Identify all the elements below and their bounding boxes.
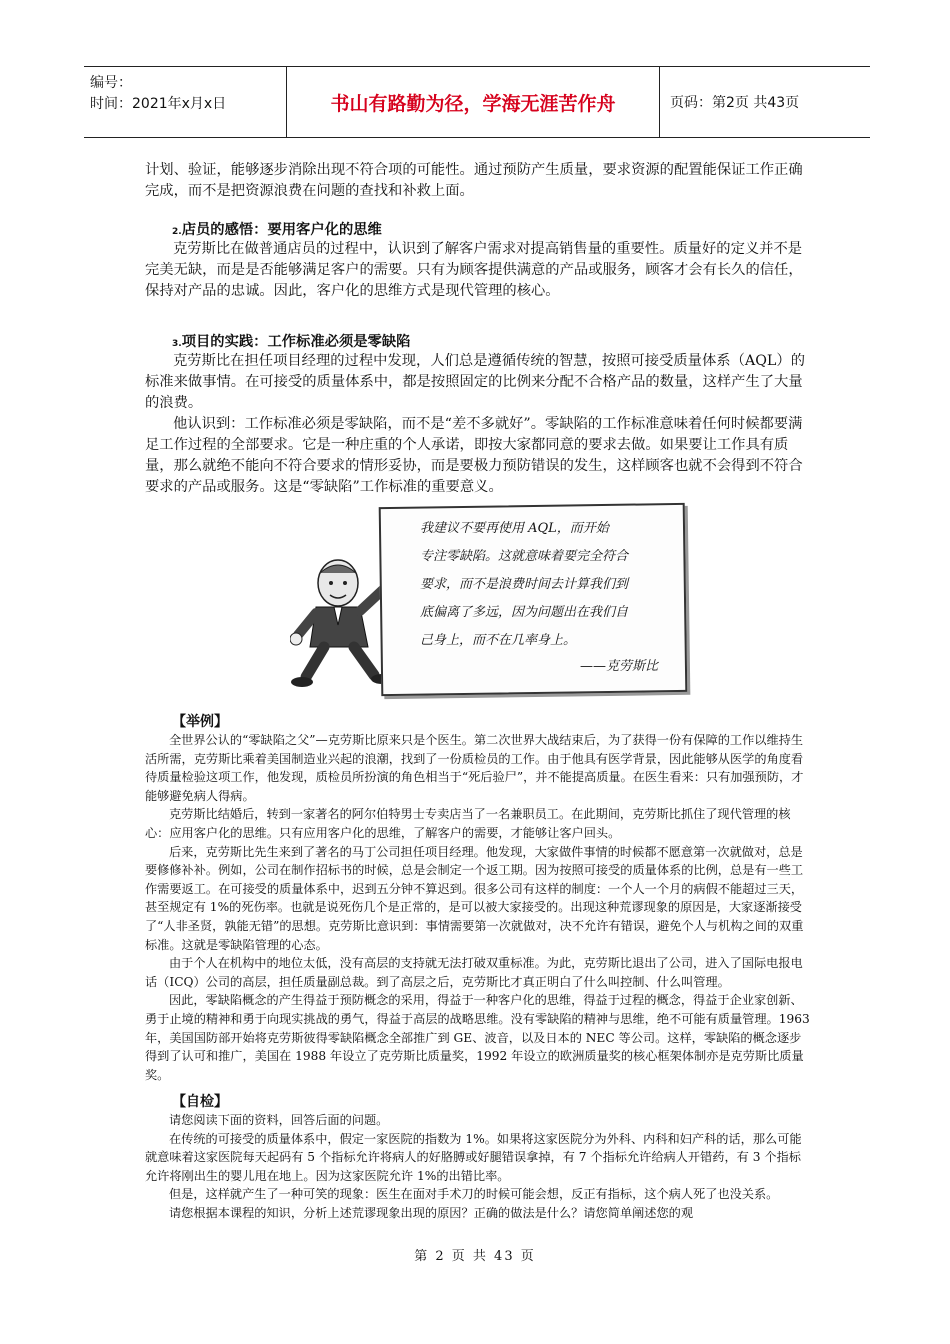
selfcheck-label: 【自检】 — [172, 1094, 228, 1110]
section-2-paragraph: 克劳斯比在做普通店员的过程中，认识到了解客户需求对提高销售量的重要性。质量好的定义并不是完美无缺，而是是否能够满足客户的需要。只有为顾客提供满意的产品或服务，顾客才会有长久的信任，保持对产品的忠诚。因此，客户化的思维方式是现代管理的核心。 — [145, 241, 803, 299]
number-label: 编号： — [90, 75, 132, 91]
intro-paragraph: 计划、验证，能够逐步消除出现不符合项的可能性。通过预防产生质量，要求资源的配置能保证工作正确完成，而不是把资源浪费在问题的查找和补救上面。 — [145, 162, 803, 199]
page-footer: 第 2 页 共 43 页 — [414, 1249, 536, 1264]
selfcheck-paragraph: 在传统的可接受的质量体系中，假定一家医院的指数为 1%。如果将这家医院分为外科、内科和妇产科的话，那么可能就意味着这家医院每天起码有 5 个指标允许将病人的好胳膊或好腿错误拿掉，有 7 个指标允许给病人开错药，有 3 个指标允许将刚出生的婴儿甩在地上。因为这家医院允许 1%的出错比率。 — [145, 1131, 802, 1183]
section-3-paragraph-2: 他认识到：工作标准必须是零缺陷，而不是“差不多就好”。零缺陷的工作标准意味着任何时候都要满足工作过程的全部要求。它是一种庄重的个人承诺，即按大家都同意的要求去做。如果要让工作具有质量，那么就绝不能向不符合要求的情形妥协，而是要极力预防错误的发生，这样顾客也就不会得到不符合要求的产品或服务。这是“零缺陷”工作标准的重要意义。 — [145, 416, 803, 495]
example-paragraph: 克劳斯比结婚后，转到一家著名的阿尔伯特男士专卖店当了一名兼职员工。在此期间，克劳斯比抓住了现代管理的核心：应用客户化的思维。只有应用客户化的思维，了解客户的需要，才能够让客户回头。 — [145, 807, 791, 840]
quote-line: 我建议不要再使用 AQL，而开始 — [420, 521, 609, 536]
date-label: 时间：2021年x月x日 — [90, 96, 227, 112]
quote-line: 要求，而不是浪费时间去计算我们到 — [420, 577, 629, 592]
selfcheck-paragraph: 请您阅读下面的资料，回答后面的问题。 — [169, 1113, 389, 1127]
example-paragraph: 因此，零缺陷概念的产生得益于预防概念的采用，得益于一种客户化的思维，得益于过程的概念，得益于企业家创新、勇于止境的精神和勇于向现实挑战的勇气，得益于高层的战略思维。没有零缺陷的精神与思维，绝不可能有质量管理。1963年，美国国防部开始将克劳斯彼得零缺陷概念全部推广到 GE、波音，以及日本的 NEC 等公司。这样，零缺陷的概念逐步得到了认可和推广，美国在 1988 年设立了克劳斯比质量奖，1992 年设立的欧洲质量奖的核心框架体制亦是克劳斯比质量奖。 — [145, 993, 810, 1082]
quote-text — [420, 515, 670, 655]
quote-line: 己身上，而不在几率身上。 — [420, 633, 577, 648]
selfcheck-body — [145, 1111, 813, 1223]
header-meta — [84, 67, 286, 137]
section-3-title: 项目的实践：工作标准必须是零缺陷 — [181, 334, 411, 350]
quote-signature: ——克劳斯比 — [580, 659, 659, 674]
section-3-heading — [172, 331, 410, 351]
example-body — [145, 731, 813, 1084]
section-2-title: 店员的感悟：要用客户化的思维 — [181, 222, 382, 238]
section-3-paragraph-1: 克劳斯比在担任项目经理的过程中发现，人们总是遵循传统的智慧，按照可接受质量体系（AQL）的标准来做事情。在可接受的质量体系中，都是按照固定的比例来分配不合格产品的数量，这样产生了大量的浪费。 — [145, 353, 806, 411]
example-paragraph: 由于个人在机构中的地位太低，没有高层的支持就无法打破双重标准。为此，克劳斯比退出了公司，进入了国际电报电话（ICQ）公司的高层，担任质量副总裁。到了高层之后，克劳斯比才真正明白了什么叫控制、什么叫管理。 — [145, 956, 803, 989]
header-motto: 书山有路勤为径，学海无涯苦作舟 — [286, 67, 660, 137]
quote-line: 底偏离了多远，因为问题出在我们自 — [420, 605, 629, 620]
header-page-info: 页码：第2页 共43页 — [670, 95, 800, 111]
selfcheck-paragraph: 但是，这样就产生了一种可笑的现象：医生在面对手术刀的时候可能会想，反正有指标，这个病人死了也没关系。 — [169, 1187, 779, 1202]
page-header — [84, 66, 870, 138]
section-2-heading — [172, 219, 382, 239]
section-3-body — [145, 351, 810, 498]
example-paragraph: 后来，克劳斯比先生来到了著名的马丁公司担任项目经理。他发现，大家做件事情的时候都不愿意第一次就做对，总是要修修补补。例如，公司在制作招标书的时候，总是会制定一个返工期。因为按照可接受的质量体系的比例，总是有一些工作需要返工。在可接受的质量体系中，迟到五分钟不算迟到。很多公司有这样的制度：一个人一个月的病假不能超过三天，甚至规定有 1%的死伤率。也就是说死伤几个是正常的，是可以被大家接受的。出现这种荒谬现象的原因是，大家逐渐接受了“人非圣贤，孰能无错”的思想。克劳斯比意识到：事情需要第一次就做对，决不允许有错误，避免个人与机构之间的双重标准。这就是零缺陷管理的心态。 — [145, 844, 804, 952]
selfcheck-paragraph: 请您根据本课程的知识，分析上述荒谬现象出现的原因？正确的做法是什么？请您简单阐述您的观 — [169, 1205, 694, 1220]
example-paragraph: 全世界公认的“零缺陷之父”—克劳斯比原来只是个医生。第二次世界大战结束后，为了获得一份有保障的工作以维持生活所需，克劳斯比乘着美国制造业兴起的浪潮，找到了一份质检员的工作。由于他具有医学背景，因此能够从医学的角度看待质量检验这项工作，他发现，质检员所扮演的角色相当于“死后验尸”，并不能提高质量。在医生看来：只有加强预防，才能够避免病人得病。 — [145, 733, 804, 803]
section-3-number: 3. — [172, 339, 182, 349]
section-2-number: 2. — [172, 227, 182, 237]
quote-line: 专注零缺陷。这就意味着要完全符合 — [420, 549, 629, 564]
example-label: 【举例】 — [172, 714, 228, 730]
section-2-body — [145, 239, 810, 302]
